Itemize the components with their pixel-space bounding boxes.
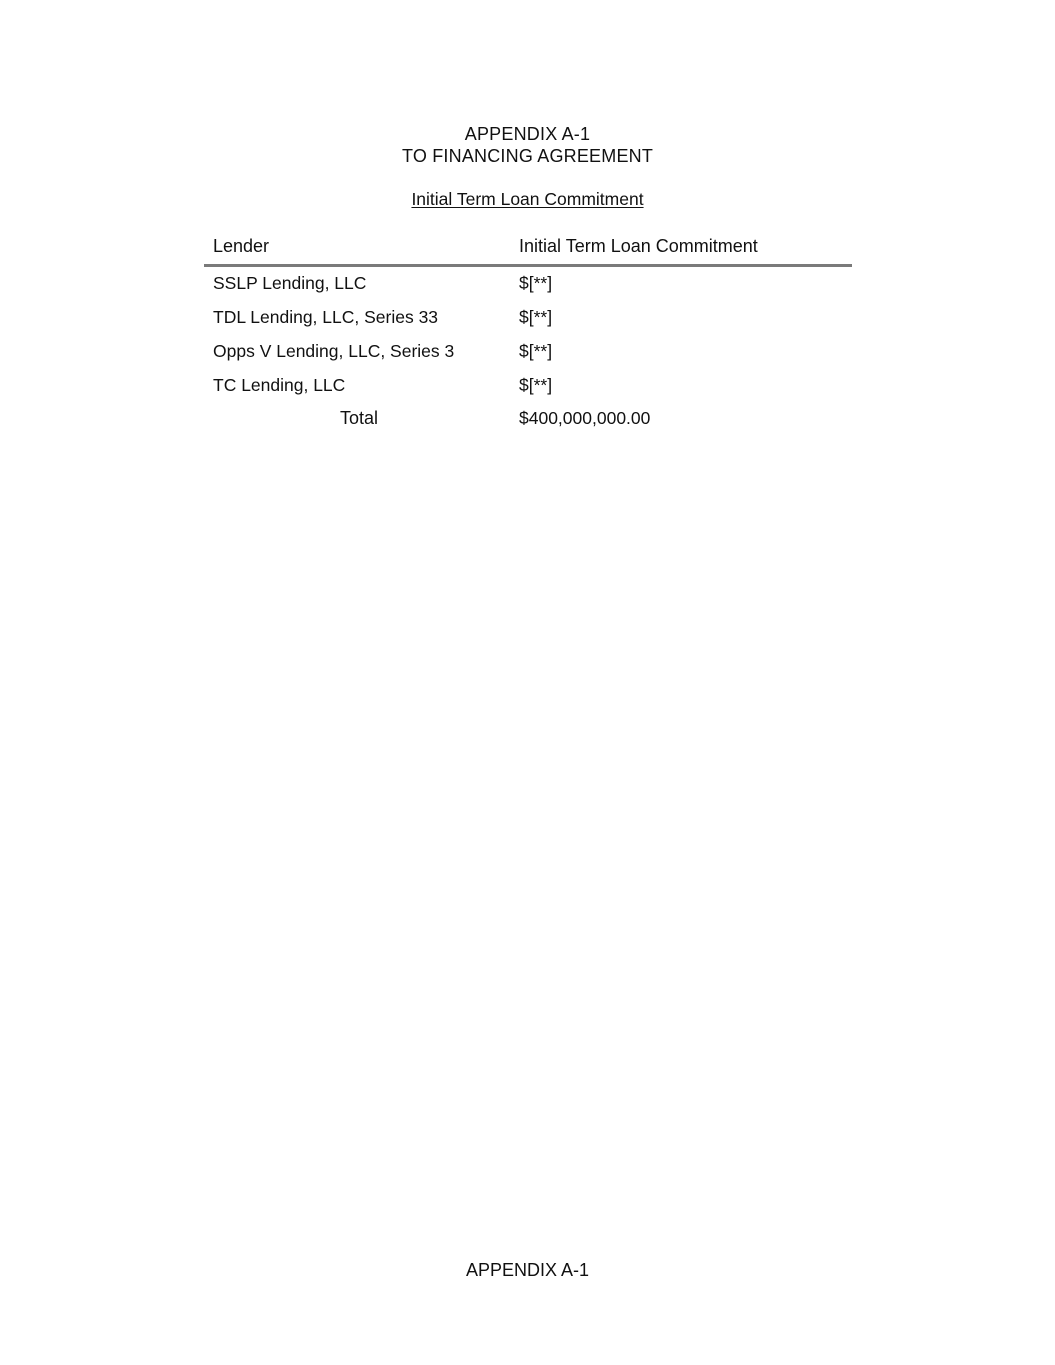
- commitment-amount: $[**]: [519, 273, 553, 293]
- total-label: Total: [339, 408, 379, 428]
- column-header-commitment: Initial Term Loan Commitment: [519, 236, 758, 256]
- appendix-subheading: TO FINANCING AGREEMENT: [401, 146, 654, 166]
- column-header-lender: Lender: [213, 236, 270, 256]
- commitment-amount: $[**]: [519, 307, 553, 327]
- total-amount: $400,000,000.00: [519, 408, 651, 428]
- commitment-amount: $[**]: [519, 375, 553, 395]
- page-footer: APPENDIX A-1: [465, 1260, 590, 1280]
- table-caption: Initial Term Loan Commitment: [411, 189, 644, 209]
- lender-name: TDL Lending, LLC, Series 33: [213, 307, 439, 327]
- lender-name: TC Lending, LLC: [213, 375, 346, 395]
- lender-name: SSLP Lending, LLC: [213, 273, 367, 293]
- appendix-title: APPENDIX A-1: [464, 124, 591, 144]
- header-divider: [204, 264, 852, 267]
- lender-name: Opps V Lending, LLC, Series 3: [213, 341, 455, 361]
- commitment-amount: $[**]: [519, 341, 553, 361]
